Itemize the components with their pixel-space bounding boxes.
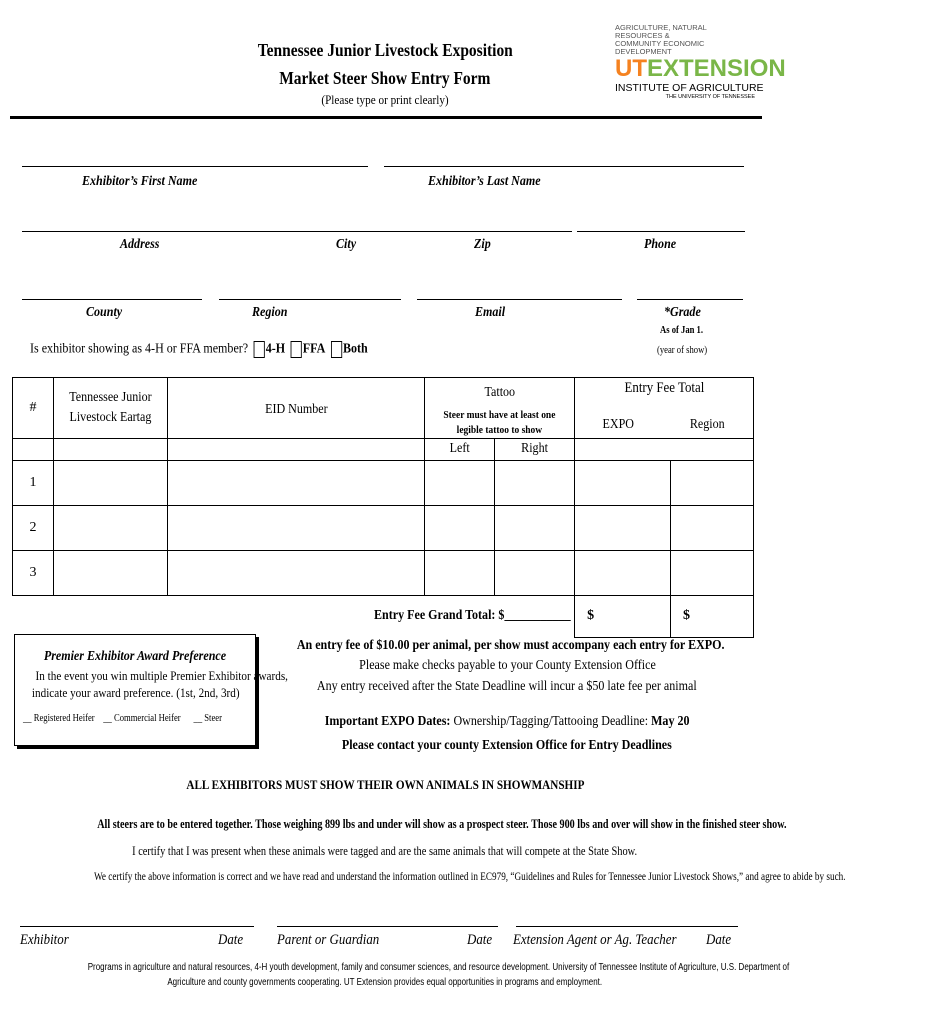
parent-signature-label: Parent or Guardian	[277, 932, 380, 948]
fee-line-1: An entry fee of $10.00 per animal, per show must accompany each entry for EXPO.	[296, 638, 725, 653]
form-subtitle: Market Steer Show Entry Form	[279, 68, 491, 88]
region-label: Region	[252, 305, 288, 320]
certify-tagging: I certify that I was present when these animals were tagged and are the same animals that will compete at the State Show.	[132, 843, 638, 858]
agent-signature-label: Extension Agent or Ag. Teacher	[513, 932, 677, 948]
tattoo-left-cell[interactable]	[425, 505, 495, 550]
region-fee-cell[interactable]	[671, 505, 754, 550]
eartag-cell[interactable]	[53, 460, 167, 505]
eartag-header: Tennessee Junior Livestock Eartag	[53, 378, 167, 439]
award-preference-box	[14, 634, 288, 746]
phone-line[interactable]	[577, 231, 745, 232]
email-line[interactable]	[417, 299, 622, 300]
award-option-registered-heifer[interactable]: __ Registered Heifer	[23, 713, 95, 724]
membership-row	[30, 341, 423, 358]
grade-note-year: (year of show)	[657, 345, 708, 356]
expo-fee-cell[interactable]	[575, 505, 671, 550]
phone-label: Phone	[644, 237, 677, 252]
tattoo-right-cell[interactable]	[495, 505, 575, 550]
ut-extension-logo: AGRICULTURE, NATURAL RESOURCES & COMMUNITY ECONOMIC DEVELOPMENT UTEXTENSION INSTITUTE OF AGRICULTURE THE UNIVERSITY OF TENNESSEE	[615, 23, 786, 100]
zip-label: Zip	[474, 237, 491, 252]
grand-total-region[interactable]: $	[671, 595, 754, 637]
fee-line-3: Any entry received after the State Deadline will incur a $50 late fee per animal	[317, 679, 697, 694]
award-option-commercial-heifer[interactable]: __ Commercial Heifer	[103, 713, 181, 724]
tattoo-right-cell[interactable]	[495, 550, 575, 595]
contact-deadlines: Please contact your county Extension Office for Entry Deadlines	[342, 738, 672, 753]
address-line[interactable]	[22, 231, 572, 232]
fee-line-2: Please make checks payable to your County Extension Office	[358, 658, 656, 673]
region-header: Region	[690, 417, 725, 432]
email-label: Email	[475, 305, 506, 320]
county-line[interactable]	[22, 299, 202, 300]
agent-date-label: Date	[706, 932, 732, 948]
tattoo-left-header: Left	[425, 438, 495, 460]
showmanship-rule: ALL EXHIBITORS MUST SHOW THEIR OWN ANIMALS IN SHOWMANSHIP	[185, 777, 585, 792]
first-name-line[interactable]	[22, 166, 368, 167]
award-option-steer[interactable]: __ Steer	[193, 713, 222, 724]
tattoo-header: Tattoo	[425, 378, 575, 408]
expo-fee-cell[interactable]	[575, 460, 671, 505]
exhibitor-signature-label: Exhibitor	[20, 932, 69, 948]
checkbox-ffa[interactable]	[291, 341, 302, 358]
expo-dates: Important EXPO Dates: Ownership/Tagging/Tattooing Deadline: May 20	[324, 714, 690, 729]
row-number: 2	[13, 505, 54, 550]
grade-label: *Grade	[664, 305, 701, 320]
exhibitor-date-label: Date	[218, 932, 244, 948]
first-name-label: Exhibitor’s First Name	[82, 174, 198, 189]
form-title: Tennessee Junior Livestock Exposition	[257, 40, 513, 60]
agent-signature-line[interactable]	[516, 926, 738, 927]
grand-total-expo[interactable]: $	[575, 595, 671, 637]
eartag-cell[interactable]	[53, 550, 167, 595]
city-label: City	[336, 237, 357, 252]
tattoo-left-cell[interactable]	[425, 550, 495, 595]
eid-header: EID Number	[167, 378, 425, 439]
expo-header: EXPO	[602, 417, 635, 432]
checkbox-both[interactable]	[331, 341, 342, 358]
parent-date-label: Date	[467, 932, 493, 948]
eartag-cell[interactable]	[53, 505, 167, 550]
fee-header-cell	[575, 378, 754, 439]
parent-signature-line[interactable]	[277, 926, 498, 927]
award-title: Premier Exhibitor Award Preference	[43, 649, 227, 664]
region-fee-cell[interactable]	[671, 460, 754, 505]
grade-note-jan: As of Jan 1.	[660, 325, 704, 336]
header-rule	[10, 116, 762, 119]
membership-question: Is exhibitor showing as 4-H or FFA member?	[30, 341, 249, 357]
table-row	[13, 550, 754, 595]
certify-guidelines: We certify the above information is correct and we have read and understand the information outlined in EC979, “Guidelines and Rules for Tennessee Junior Livestock Shows,” and agree to abide by such.	[93, 871, 846, 883]
num-header: #	[13, 378, 54, 439]
award-text-2: indicate your award preference. (1st, 2nd, 3rd)	[31, 685, 240, 700]
exhibitor-signature-line[interactable]	[20, 926, 254, 927]
table-row	[13, 505, 754, 550]
entry-table	[12, 377, 754, 638]
award-options	[23, 713, 255, 724]
footer-line-1: Programs in agriculture and natural resources, 4-H youth development, family and consumer sciences, and resource development. University of Tennessee Institute of Agriculture, U.S. Department of	[87, 962, 790, 973]
option-4h-label: 4-H	[265, 341, 286, 357]
expo-fee-cell[interactable]	[575, 550, 671, 595]
region-fee-cell[interactable]	[671, 550, 754, 595]
checkbox-4h[interactable]	[254, 341, 265, 358]
footer-line-2: Agriculture and county governments cooperating. UT Extension provides equal opportunities in programs and employment.	[167, 977, 603, 988]
tattoo-right-header: Right	[495, 438, 575, 460]
fee-header: Entry Fee Total	[624, 380, 705, 396]
weight-rule: All steers are to be entered together. Those weighing 899 lbs and under will show as a prospect steer. Those 900 lbs and over will show in the finished steer show.	[97, 816, 787, 831]
option-both-label: Both	[342, 341, 368, 357]
grand-total-label: Entry Fee Grand Total: $___________	[13, 595, 575, 637]
row-number: 3	[13, 550, 54, 595]
form-instruction: (Please type or print clearly)	[321, 92, 449, 107]
grade-line[interactable]	[637, 299, 743, 300]
eid-cell[interactable]	[167, 505, 425, 550]
eid-cell[interactable]	[167, 550, 425, 595]
last-name-line[interactable]	[384, 166, 744, 167]
option-ffa-label: FFA	[302, 341, 326, 357]
award-text-1: In the event you win multiple Premier Exhibitor awards,	[35, 668, 288, 683]
tattoo-right-cell[interactable]	[495, 460, 575, 505]
last-name-label: Exhibitor’s Last Name	[428, 174, 541, 189]
tattoo-note: Steer must have at least one legible tattoo to show	[425, 408, 575, 439]
table-row	[13, 460, 754, 505]
eid-cell[interactable]	[167, 460, 425, 505]
tattoo-left-cell[interactable]	[425, 460, 495, 505]
row-number: 1	[13, 460, 54, 505]
address-label: Address	[120, 237, 160, 252]
county-label: County	[86, 305, 123, 320]
region-line[interactable]	[219, 299, 401, 300]
